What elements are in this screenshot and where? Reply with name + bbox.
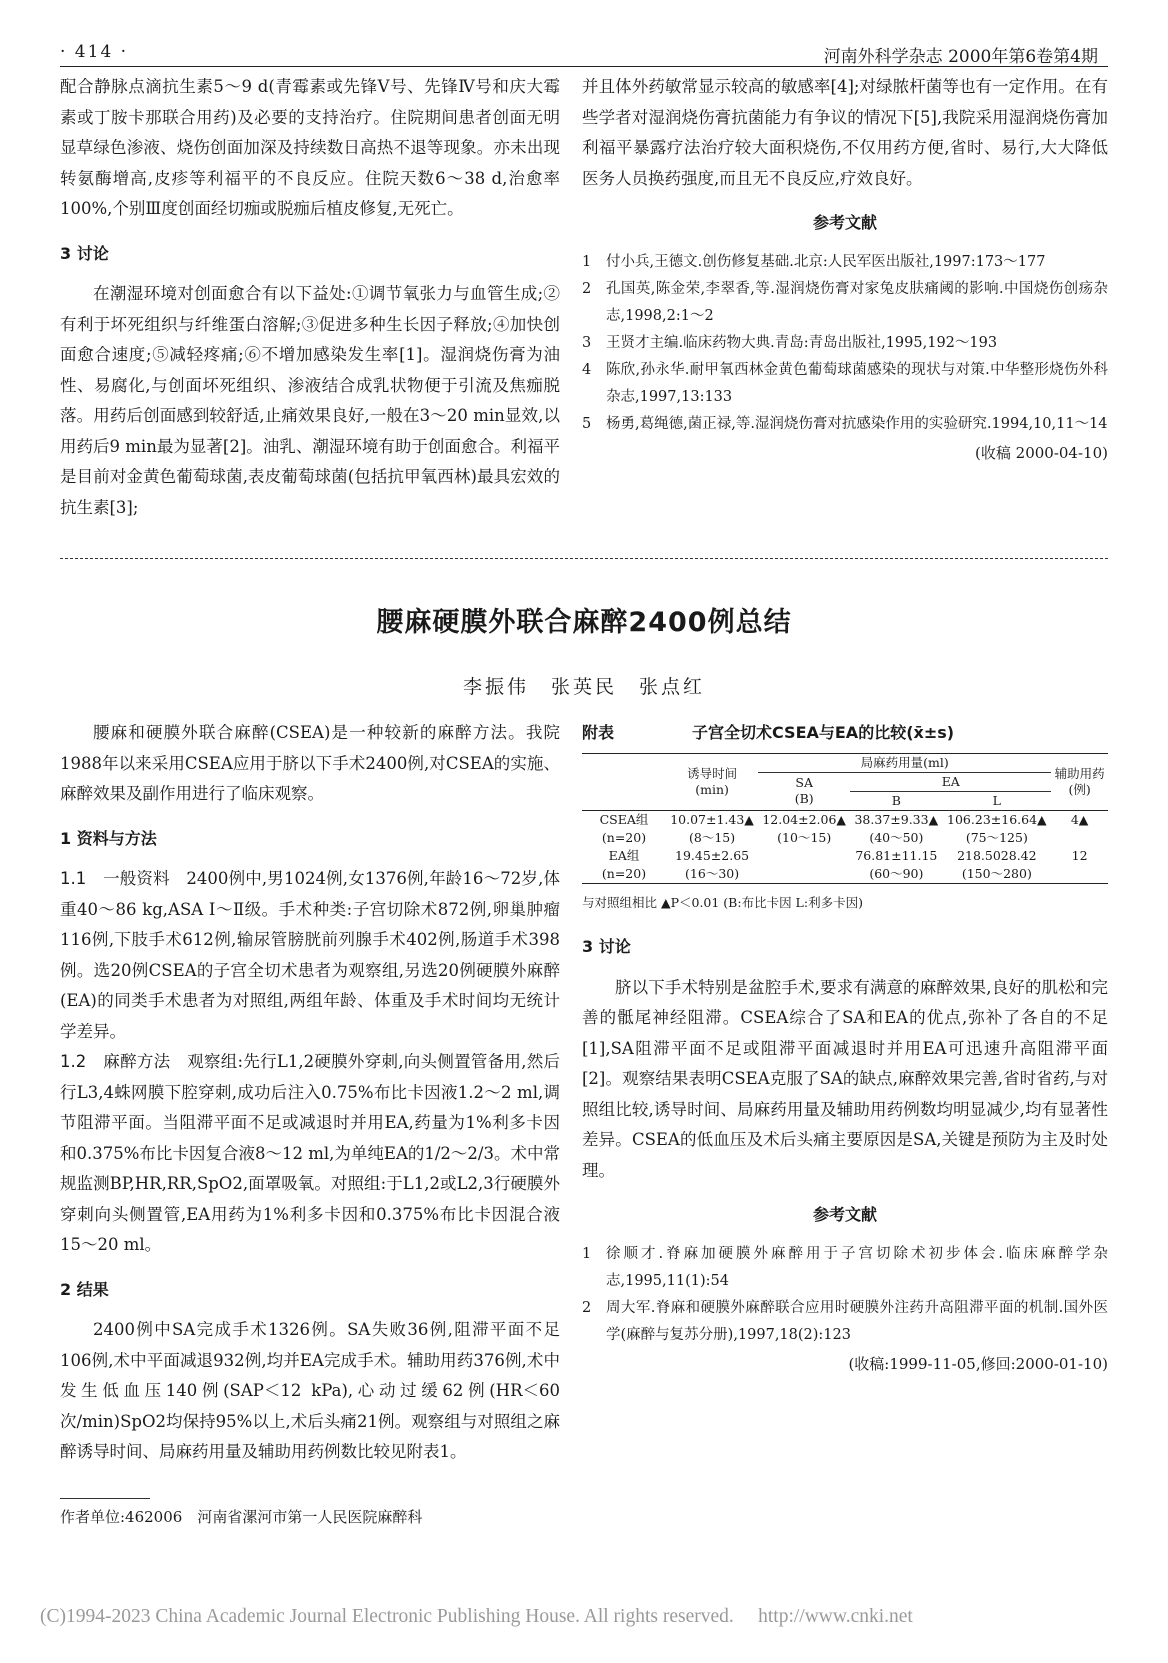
table-row: CSEA组 10.07±1.43▲ 12.04±2.06▲ 38.37±9.33▲ 106.23±16.64▲ 4▲ (599, 811, 1089, 827)
footnote-rule (60, 1498, 150, 1499)
section-heading: 3 讨论 (60, 243, 109, 263)
section-heading: 1 资料与方法 (60, 828, 157, 848)
subsection-label: 1.1 一般资料 (60, 869, 170, 888)
references-title: 参考文献 (812, 1205, 877, 1224)
reference-item: 2 周大军.脊麻和硬膜外麻醉联合应用时硬膜外注药升高阻滞平面的机制.国外医学(麻醉与复苏分册),1997,18(2):123 (582, 1299, 1108, 1343)
header-dose: 局麻药用量(ml) (758, 753, 1051, 772)
received-date: (收稿 2000-04-10) (975, 443, 1108, 462)
header-ea: EA (850, 772, 1051, 791)
prev-article-right-column (582, 72, 1108, 468)
header-sa: SA (795, 775, 813, 790)
received-date: (收稿:1999-11-05,修回:2000-01-10) (848, 1354, 1108, 1373)
reference-item: 1 徐顺才.脊麻加硬膜外麻醉用于子宫切除术初步体会.临床麻醉学杂志,1995,11(1):54 (582, 1245, 1108, 1289)
header-sa-b: (B) (794, 791, 814, 806)
subsection-text: 2400例中,男1024例,女1376例,年龄16～72岁,体重40～86 kg,ASA Ⅰ～Ⅱ级。手术种类:子宫切除术872例,卵巢肿瘤116例,下肢手术612例,输尿管膀胱前列腺手术402例,肠道手术398例。选20例CSEA的子宫全切术患者为观察组,另选20例硬膜外麻醉(EA)的同类手术患者为对照组,两组年龄、体重及手术时间均无统计学差异。 (60, 869, 560, 1041)
section-heading: 2 结果 (60, 1279, 109, 1299)
references-list (582, 1241, 1108, 1349)
references-list (582, 249, 1108, 438)
article-right-column (582, 718, 1108, 1379)
table-title: 子宫全切术CSEA与EA的比较(x̄±s) (692, 723, 955, 742)
references-title: 参考文献 (812, 213, 877, 232)
header-aux: 辅助用药 (1054, 765, 1105, 781)
reference-item: 1 付小兵,王德文.创伤修复基础.北京:人民军医出版社,1997:173～177 (582, 253, 1046, 270)
table-caption (582, 718, 1108, 749)
table-row: (n=20) (16～30) (60～90) (150～280) (582, 865, 1108, 884)
copyright-footer: (C)1994-2023 China Academic Journal Electronic Publishing House. All rights reserved. http://www.cnki.net (40, 1606, 913, 1627)
results-paragraph: 2400例中SA完成手术1326例。SA失败36例,阻滞平面不足106例,术中平面减退932例,均并EA完成手术。辅助用药376例,术中发生低血压140例(SAP＜12 kPa),心动过缓62例(HR＜60次/min)SpO2均保持95%以上,术后头痛21例。观察组与对照组之麻醉诱导时间、局麻药用量及辅助用药例数比较见附表1。 (60, 1320, 560, 1461)
article-authors: 李振伟 张英民 张点红 (462, 676, 705, 698)
table-note: 与对照组相比 ▲P＜0.01 (B:布比卡因 L:利多卡因) (582, 894, 863, 910)
table-row: EA组 19.45±2.65 76.81±11.15 218.5028.42 12 (608, 847, 1088, 863)
header-b: B (891, 792, 901, 808)
header-aux-unit: (例) (1068, 781, 1091, 797)
page-number: · 414 · (60, 42, 129, 62)
subsection-label: 1.2 麻醉方法 (60, 1052, 171, 1071)
header-l: L (992, 792, 1001, 808)
section-heading: 3 讨论 (582, 937, 631, 956)
prev-paragraph-3: 并且体外药敏常显示较高的敏感率[4];对绿脓杆菌等也有一定作用。在有些学者对湿润烧伤膏抗菌能力有争议的情况下[5],我院采用湿润烧伤膏加利福平暴露疗法治疗较大面积烧伤,不仅用药方便,省时、易行,大大降低医务人员换药强度,而且无不良反应,疗效良好。 (582, 77, 1108, 188)
prev-article-left-column (60, 72, 560, 523)
article-left-column (60, 718, 560, 1468)
subsection-text: 观察组:先行L1,2硬膜外穿刺,向头侧置管备用,然后行L3,4蛛网膜下腔穿刺,成功后注入0.75%布比卡因液1.2～2 ml,调节阻滞平面。当阻滞平面不足或减退时并用EA,药量为1%利多卡因和0.375%布比卡因复合液8～12 ml,为单纯EA的1/2～2/3。术中常规监测BP,HR,RR,SpO2,面罩吸氧。对照组:于L1,2或L2,3行硬膜外穿刺向头侧置管,EA用药为1%利多卡因和0.375%布比卡因混合液15～20 ml。 (60, 1052, 561, 1254)
comparison-table (582, 753, 1108, 884)
reference-item: 5 杨勇,葛绳德,菌正禄,等.湿润烧伤膏对抗感染作用的实验研究.1994,10,11～14 (582, 415, 1108, 432)
author-affiliation: 作者单位:462006 河南省漯河市第一人民医院麻醉科 (60, 1508, 423, 1526)
journal-header: 河南外科学杂志 2000年第6卷第4期 (823, 47, 1098, 67)
prev-paragraph-1: 配合静脉点滴抗生素5～9 d(青霉素或先锋Ⅴ号、先锋Ⅳ号和庆大霉素或丁胺卡那联合用药)及必要的支持治疗。住院期间患者创面无明显草绿色渗液、烧伤创面加深及持续数日高热不退等现象。亦未出现转氨酶增高,皮疹等利福平的不良反应。住院天数6～38 d,治愈率100%,个别Ⅲ度创面经切痂或脱痂后植皮修复,无死亡。 (60, 77, 560, 218)
table-label: 附表 (582, 723, 615, 742)
article-divider (60, 558, 1108, 559)
discussion-paragraph: 脐以下手术特别是盆腔手术,要求有满意的麻醉效果,良好的肌松和完善的骶尾神经阻滞。CSEA综合了SA和EA的优点,弥补了各自的不足[1],SA阻滞平面不足或阻滞平面减退时并用EA可迅速升高阻滞平面[2]。观察结果表明CSEA克服了SA的缺点,麻醉效果完善,省时省药,与对照组比较,诱导时间、局麻药用量及辅助用药例数均明显减少,均有显著性差异。CSEA的低血压及术后头痛主要原因是SA,关键是预防为主及时处理。 (582, 977, 1108, 1180)
article-title: 腰麻硬膜外联合麻醉2400例总结 (376, 607, 792, 638)
header-induction-unit: (min) (695, 781, 729, 797)
reference-item: 2 孔国英,陈金荣,李翠香,等.湿润烧伤膏对家兔皮肤痛阈的影响.中国烧伤创疡杂志,1998,2:1～2 (582, 280, 1108, 324)
reference-item: 4 陈欣,孙永华.耐甲氧西林金黄色葡萄球菌感染的现状与对策.中华整形烧伤外科杂志,1997,13:133 (582, 361, 1108, 405)
table-row: (n=20) (8～15) (10～15) (40～50) (75～125) (601, 829, 1028, 845)
header-rule (60, 66, 1108, 67)
prev-paragraph-2: 在潮湿环境对创面愈合有以下益处:①调节氧张力与血管生成;②有利于坏死组织与纤维蛋白溶解;③促进多种生长因子释放;④加快创面愈合速度;⑤减轻疼痛;⑥不增加感染发生率[1]。湿润烧伤膏为油性、易腐化,与创面坏死组织、渗液结合成乳状物便于引流及焦痂脱落。用药后创面感到较舒适,止痛效果良好,一般在3～20 min显效,以用药后9 min最为显著[2]。油乳、潮湿环境有助于创面愈合。利福平是目前对金黄色葡萄球菌,表皮葡萄球菌(包括抗甲氧西林)最具宏效的抗生素[3]; (60, 284, 560, 517)
reference-item: 3 王贤才主编.临床药物大典.青岛:青岛出版社,1995,192～193 (582, 334, 998, 351)
header-induction: 诱导时间 (687, 765, 738, 781)
intro-paragraph: 腰麻和硬膜外联合麻醉(CSEA)是一种较新的麻醉方法。我院1988年以来采用CSEA应用于脐以下手术2400例,对CSEA的实施、麻醉效果及副作用进行了临床观察。 (60, 723, 560, 803)
